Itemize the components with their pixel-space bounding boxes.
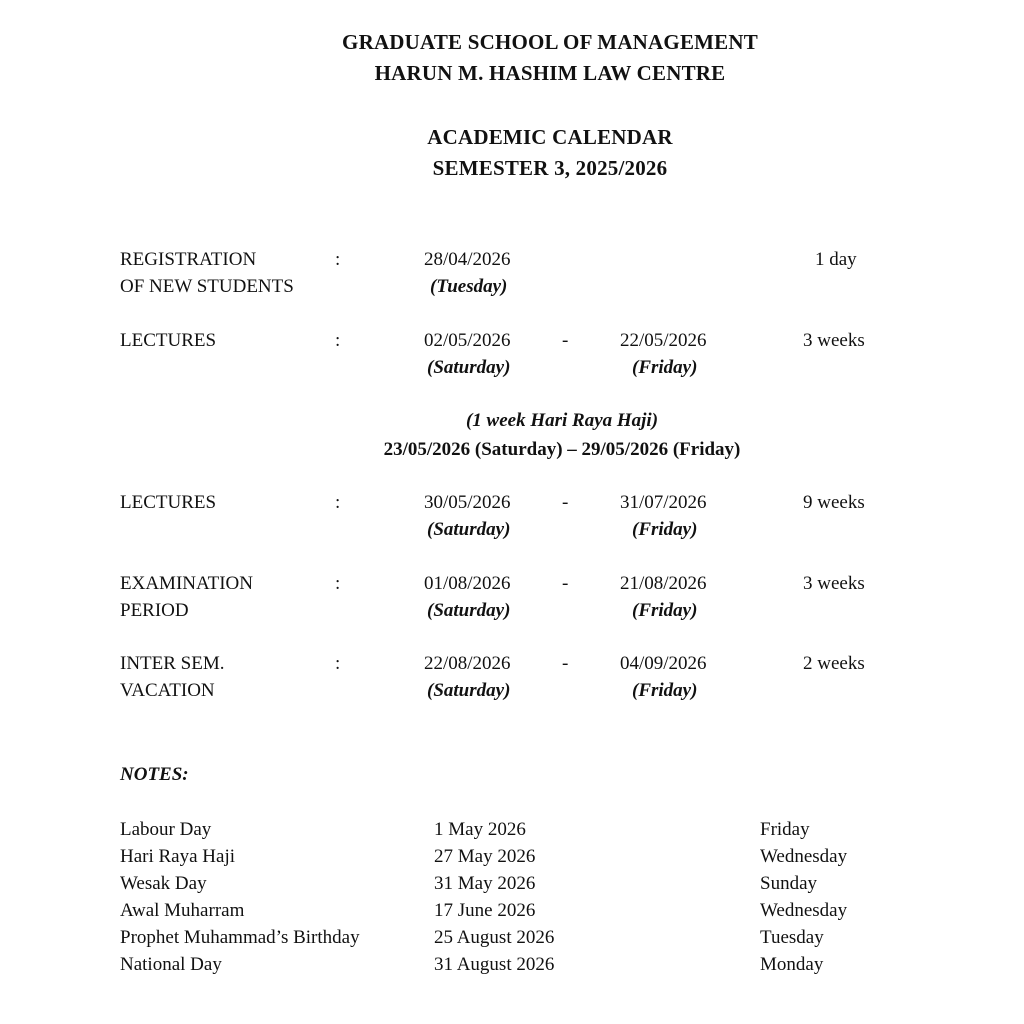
note-date: 1 May 2026 <box>434 819 526 840</box>
row-end-date: 31/07/2026 <box>620 492 707 513</box>
row-duration: 2 weeks <box>803 653 865 674</box>
row-separator: : <box>335 653 341 674</box>
note-day: Sunday <box>760 873 817 894</box>
note-date: 17 June 2026 <box>434 900 536 921</box>
row-end-day: (Friday) <box>632 357 698 378</box>
row-start-day: (Saturday) <box>427 600 511 621</box>
row-label-line1: REGISTRATION <box>120 249 257 270</box>
note-date: 25 August 2026 <box>434 927 555 948</box>
row-label-line2: OF NEW STUDENTS <box>120 276 294 297</box>
row-start-day: (Tuesday) <box>430 276 508 297</box>
break-dates: 23/05/2026 (Saturday) – 29/05/2026 (Friday) <box>383 439 741 460</box>
row-separator: : <box>335 330 341 351</box>
row-label-line2: VACATION <box>120 680 215 701</box>
note-day: Wednesday <box>760 846 848 867</box>
note-day: Tuesday <box>760 927 824 948</box>
row-duration: 3 weeks <box>803 573 865 594</box>
row-duration: 9 weeks <box>803 492 865 513</box>
row-separator: : <box>335 573 341 594</box>
row-start-date: 30/05/2026 <box>424 492 511 513</box>
row-separator: : <box>335 249 341 270</box>
row-label-line2: PERIOD <box>120 600 189 621</box>
row-dash: - <box>562 492 569 513</box>
note-name: Labour Day <box>120 819 212 840</box>
row-separator: : <box>335 492 341 513</box>
row-dash: - <box>562 573 569 594</box>
header-document-title: ACADEMIC CALENDAR <box>427 125 673 149</box>
row-end-date: 04/09/2026 <box>620 653 707 674</box>
row-end-date: 21/08/2026 <box>620 573 707 594</box>
break-title: (1 week Hari Raya Haji) <box>465 410 659 431</box>
row-end-date: 22/05/2026 <box>620 330 707 351</box>
row-start-date: 28/04/2026 <box>424 249 511 270</box>
notes-heading: NOTES: <box>120 764 189 785</box>
row-start-date: 01/08/2026 <box>424 573 511 594</box>
note-name: Awal Muharram <box>120 900 245 921</box>
note-day: Wednesday <box>760 900 848 921</box>
row-start-date: 22/08/2026 <box>424 653 511 674</box>
note-date: 31 August 2026 <box>434 954 555 975</box>
header-semester: SEMESTER 3, 2025/2026 <box>432 156 668 180</box>
row-start-date: 02/05/2026 <box>424 330 511 351</box>
note-day: Friday <box>760 819 810 840</box>
row-start-day: (Saturday) <box>427 519 511 540</box>
row-duration: 3 weeks <box>803 330 865 351</box>
row-end-day: (Friday) <box>632 519 698 540</box>
row-dash: - <box>562 653 569 674</box>
note-name: Wesak Day <box>120 873 207 894</box>
header-centre: HARUN M. HASHIM LAW CENTRE <box>374 61 726 85</box>
note-name: Prophet Muhammad’s Birthday <box>120 927 360 948</box>
row-label-line1: EXAMINATION <box>120 573 253 594</box>
note-day: Monday <box>760 954 824 975</box>
row-duration: 1 day <box>815 249 857 270</box>
row-dash: - <box>562 330 569 351</box>
header-institution: GRADUATE SCHOOL OF MANAGEMENT <box>342 30 758 54</box>
row-end-day: (Friday) <box>632 680 698 701</box>
row-label-line1: LECTURES <box>120 330 217 351</box>
row-label-line1: INTER SEM. <box>120 653 225 674</box>
row-start-day: (Saturday) <box>427 357 511 378</box>
row-end-day: (Friday) <box>632 600 698 621</box>
note-name: National Day <box>120 954 222 975</box>
note-date: 27 May 2026 <box>434 846 536 867</box>
note-name: Hari Raya Haji <box>120 846 236 867</box>
note-date: 31 May 2026 <box>434 873 536 894</box>
row-label-line1: LECTURES <box>120 492 217 513</box>
row-start-day: (Saturday) <box>427 680 511 701</box>
